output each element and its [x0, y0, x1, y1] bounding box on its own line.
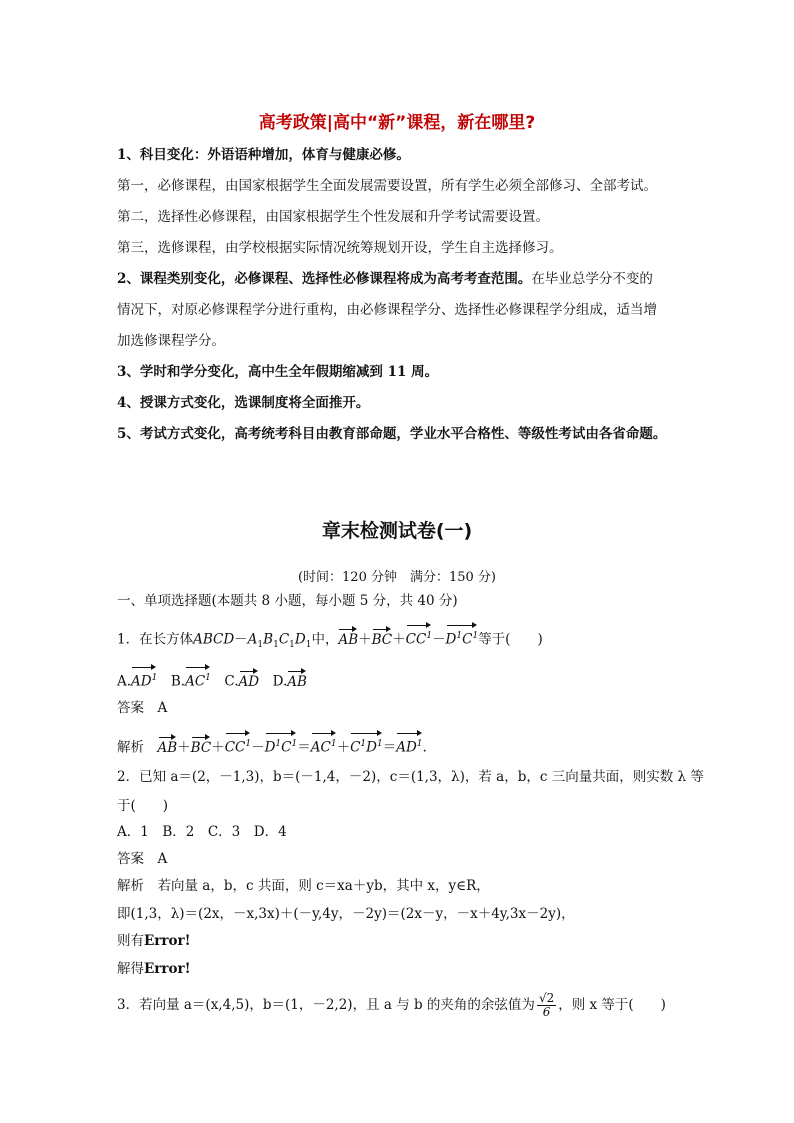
q2-then: [117, 932, 191, 950]
q1-prefix: 1．在长方体: [117, 631, 194, 648]
policy-point-5: 5、考试方式变化，高考统考科目由教育部命题，学业水平合格性、等级性考试由各省命题。: [117, 426, 667, 442]
policy-point-2-end: 加选修课程学分。: [117, 333, 225, 349]
q3-prefix: 3．若向量 a＝(x,4,5)，b＝(1，－2,2)，且 a 与 b 的夹角的余弦值为: [117, 997, 535, 1013]
q1-analysis-label: 解析: [117, 739, 144, 756]
q2-then-error: Error!: [144, 933, 191, 949]
q1-options: $A.AD^1$ $B.AC^1$ C.AD D.AB: [117, 666, 307, 691]
q1-analysis: 解析 $AB+BC+CC^1-D^1C^1=AC^1+C^1D^1=AD^1$.: [117, 732, 427, 757]
policy-point-2: [117, 270, 653, 288]
q2-line-2: 于( ): [117, 798, 169, 814]
question-3: [117, 990, 666, 1020]
policy-line-second: 第二，选择性必修课程，由国家根据学生个性发展和升学考试需要设置。: [117, 209, 549, 225]
q2-answer: [117, 850, 167, 868]
policy-point-2-head: 2、课程类别变化，必修课程、选择性必修课程将成为高考考查范围。: [117, 271, 532, 287]
vector-ab: AB: [338, 628, 358, 649]
q1-suffix: 等于( ): [478, 631, 543, 648]
q1-option-b-label: B.: [170, 673, 186, 690]
q2-solve-label: 解得: [117, 961, 144, 977]
q2-analysis: 解析 若向量 a，b，c 共面，则 c＝xa＋yb，其中 x，y∈R，: [117, 878, 490, 894]
question-1: 1．在长方体$ABCD-A_1B_1C_1D_1$中，$AB+BC+CC^1-D^1C^1$等于( ): [117, 624, 543, 654]
q1-box-name: ABCD: [193, 631, 235, 648]
policy-point-2-cont: 情况下，对原必修课程学分进行重构，由必修课程学分、选择性必修课程学分组成，适当增: [117, 302, 657, 318]
q2-answer-value: A: [157, 851, 168, 867]
policy-title: 高考政策|高中“新”课程，新在哪里?: [258, 113, 536, 133]
q1-answer: [117, 699, 167, 717]
q2-solve: [117, 960, 191, 978]
q2-equation: 即(1,3，λ)＝(2x，－x,3x)＋(－y,4y，－2y)＝(2x－y，－x＋4y,3x－2y)，: [117, 906, 575, 922]
q2-then-label: 则有: [117, 933, 144, 949]
exam-title: 章末检测试卷(一): [321, 520, 473, 542]
q2-options: A．1 B．2 C．3 D．4: [117, 824, 287, 840]
vector-d1c1: $D^1C^1$: [446, 624, 479, 649]
q1-mid: 中，: [311, 631, 339, 648]
q1-option-a-label: A.: [117, 673, 132, 690]
exam-meta: (时间：120 分钟 满分：150 分): [297, 570, 497, 585]
section-heading: 一、单项选择题(本题共 8 小题，每小题 5 分，共 40 分): [117, 593, 458, 609]
policy-point-4: 4、授课方式变化，选课制度将全面推开。: [117, 395, 370, 411]
q3-fraction-numerator: √2: [538, 991, 555, 1005]
q2-line-1: 2．已知 a＝(2，－1,3)，b＝(－1,4，－2)，c＝(1,3，λ)，若 a，b，c 三向量共面，则实数 λ 等: [117, 769, 704, 785]
q2-answer-label: 答案: [117, 851, 144, 867]
vector-bc: BC: [372, 628, 393, 649]
q1-answer-value: A: [157, 700, 168, 716]
q3-fraction-denominator: 6: [542, 1005, 551, 1019]
policy-point-3: 3、学时和学分变化，高中生全年假期缩减到 11 周。: [117, 364, 439, 380]
q1-box-name-2: A: [247, 631, 258, 648]
policy-point-1: 1、科目变化：外语语种增加，体育与健康必修。: [117, 147, 410, 163]
vector-cc1: $CC^1$: [406, 624, 432, 649]
policy-line-third: 第三，选修课程，由学校根据实际情况统筹规划开设，学生自主选择修习。: [117, 240, 563, 256]
q1-option-d-label: D.: [272, 673, 288, 690]
q1-answer-label: 答案: [117, 700, 144, 716]
q2-solve-error: Error!: [144, 961, 191, 977]
policy-line-first: 第一，必修课程，由国家根据学生全面发展需要设置，所有学生必须全部修习、全部考试。: [117, 178, 657, 194]
q3-suffix: ，则 x 等于( ): [558, 997, 666, 1013]
policy-point-2-tail: 在毕业总学分不变的: [531, 271, 653, 287]
q3-fraction: [537, 992, 556, 1019]
q1-option-c-label: C.: [224, 673, 239, 690]
